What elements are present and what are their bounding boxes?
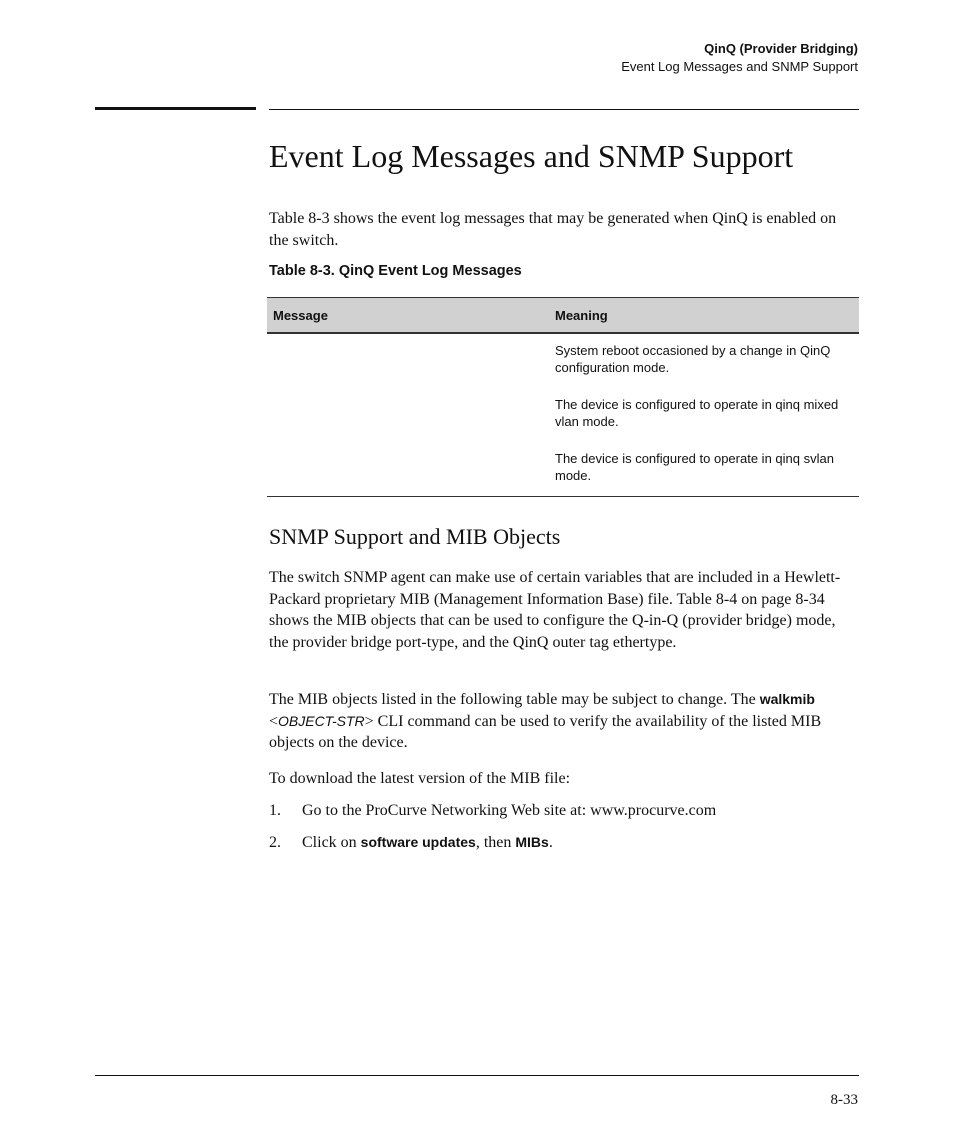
- step-number: 2.: [269, 834, 281, 851]
- step-text-before: Click on: [302, 834, 361, 851]
- message-cell: [267, 333, 549, 376]
- mibs-label: MIBs: [515, 834, 549, 850]
- table-header-row: [267, 298, 859, 334]
- download-paragraph: To download the latest version of the MIB file:: [269, 770, 571, 787]
- column-header-meaning: Meaning: [549, 298, 859, 334]
- table-caption: Table 8-3. QinQ Event Log Messages: [269, 263, 522, 279]
- table-row: [267, 376, 859, 430]
- object-str-argument: OBJECT-STR: [278, 712, 365, 729]
- software-updates-label: software updates: [360, 834, 476, 850]
- meaning-cell: The device is configured to operate in qinq svlan mode.: [549, 430, 859, 497]
- column-header-message: Message: [267, 298, 549, 334]
- list-item: [269, 800, 859, 822]
- meaning-cell: System reboot occasioned by a change in QinQ configuration mode.: [555, 343, 831, 375]
- header-rule-thick: [95, 107, 256, 110]
- page-title: Event Log Messages and SNMP Support: [269, 138, 794, 174]
- para-text-after: CLI command can be used to verify the availability of the listed MIB objects on the device.: [269, 712, 822, 751]
- para-text-before: The MIB objects listed in the following table may be subject to change. The: [269, 691, 760, 708]
- step-text-middle: , then: [475, 834, 516, 851]
- step-number: 1.: [269, 802, 281, 819]
- header-rule-thin: [269, 109, 859, 110]
- step-text: Go to the ProCurve Networking Web site at: www.procurve.com: [302, 802, 717, 819]
- step-text-after: .: [548, 834, 553, 851]
- table-row: [267, 430, 859, 497]
- table-row: [267, 333, 859, 376]
- message-cell: [267, 376, 549, 430]
- intro-paragraph: Table 8-3 shows the event log messages that may be generated when QinQ is enabled on the switch.: [269, 210, 837, 249]
- walkmib-command: walkmib: [759, 691, 815, 707]
- page-number: 8-33: [830, 1092, 858, 1108]
- footer-rule: [95, 1075, 859, 1076]
- subsection-title: SNMP Support and MIB Objects: [269, 524, 561, 549]
- arg-close-bracket: >: [364, 712, 374, 730]
- event-log-table: [267, 297, 859, 497]
- snmp-paragraph: The switch SNMP agent can make use of certain variables that are included in a Hewlett-Packard proprietary MIB (Management Information Base) file. Table 8-4 on page 8-34 shows the MIB objects that can be used to configure the Q-in-Q (provider bridge) mode, the provider bridge port-type, and the QinQ outer tag ethertype.: [269, 569, 841, 651]
- meaning-cell: The device is configured to operate in qinq mixed vlan mode.: [555, 397, 839, 429]
- section-title: Event Log Messages and SNMP Support: [621, 59, 858, 74]
- arg-open-bracket: <: [269, 712, 279, 730]
- chapter-title: QinQ (Provider Bridging): [704, 41, 858, 56]
- mib-objects-paragraph: [269, 689, 859, 754]
- list-item: [269, 832, 859, 854]
- running-header: [621, 40, 858, 76]
- message-cell: [267, 430, 549, 497]
